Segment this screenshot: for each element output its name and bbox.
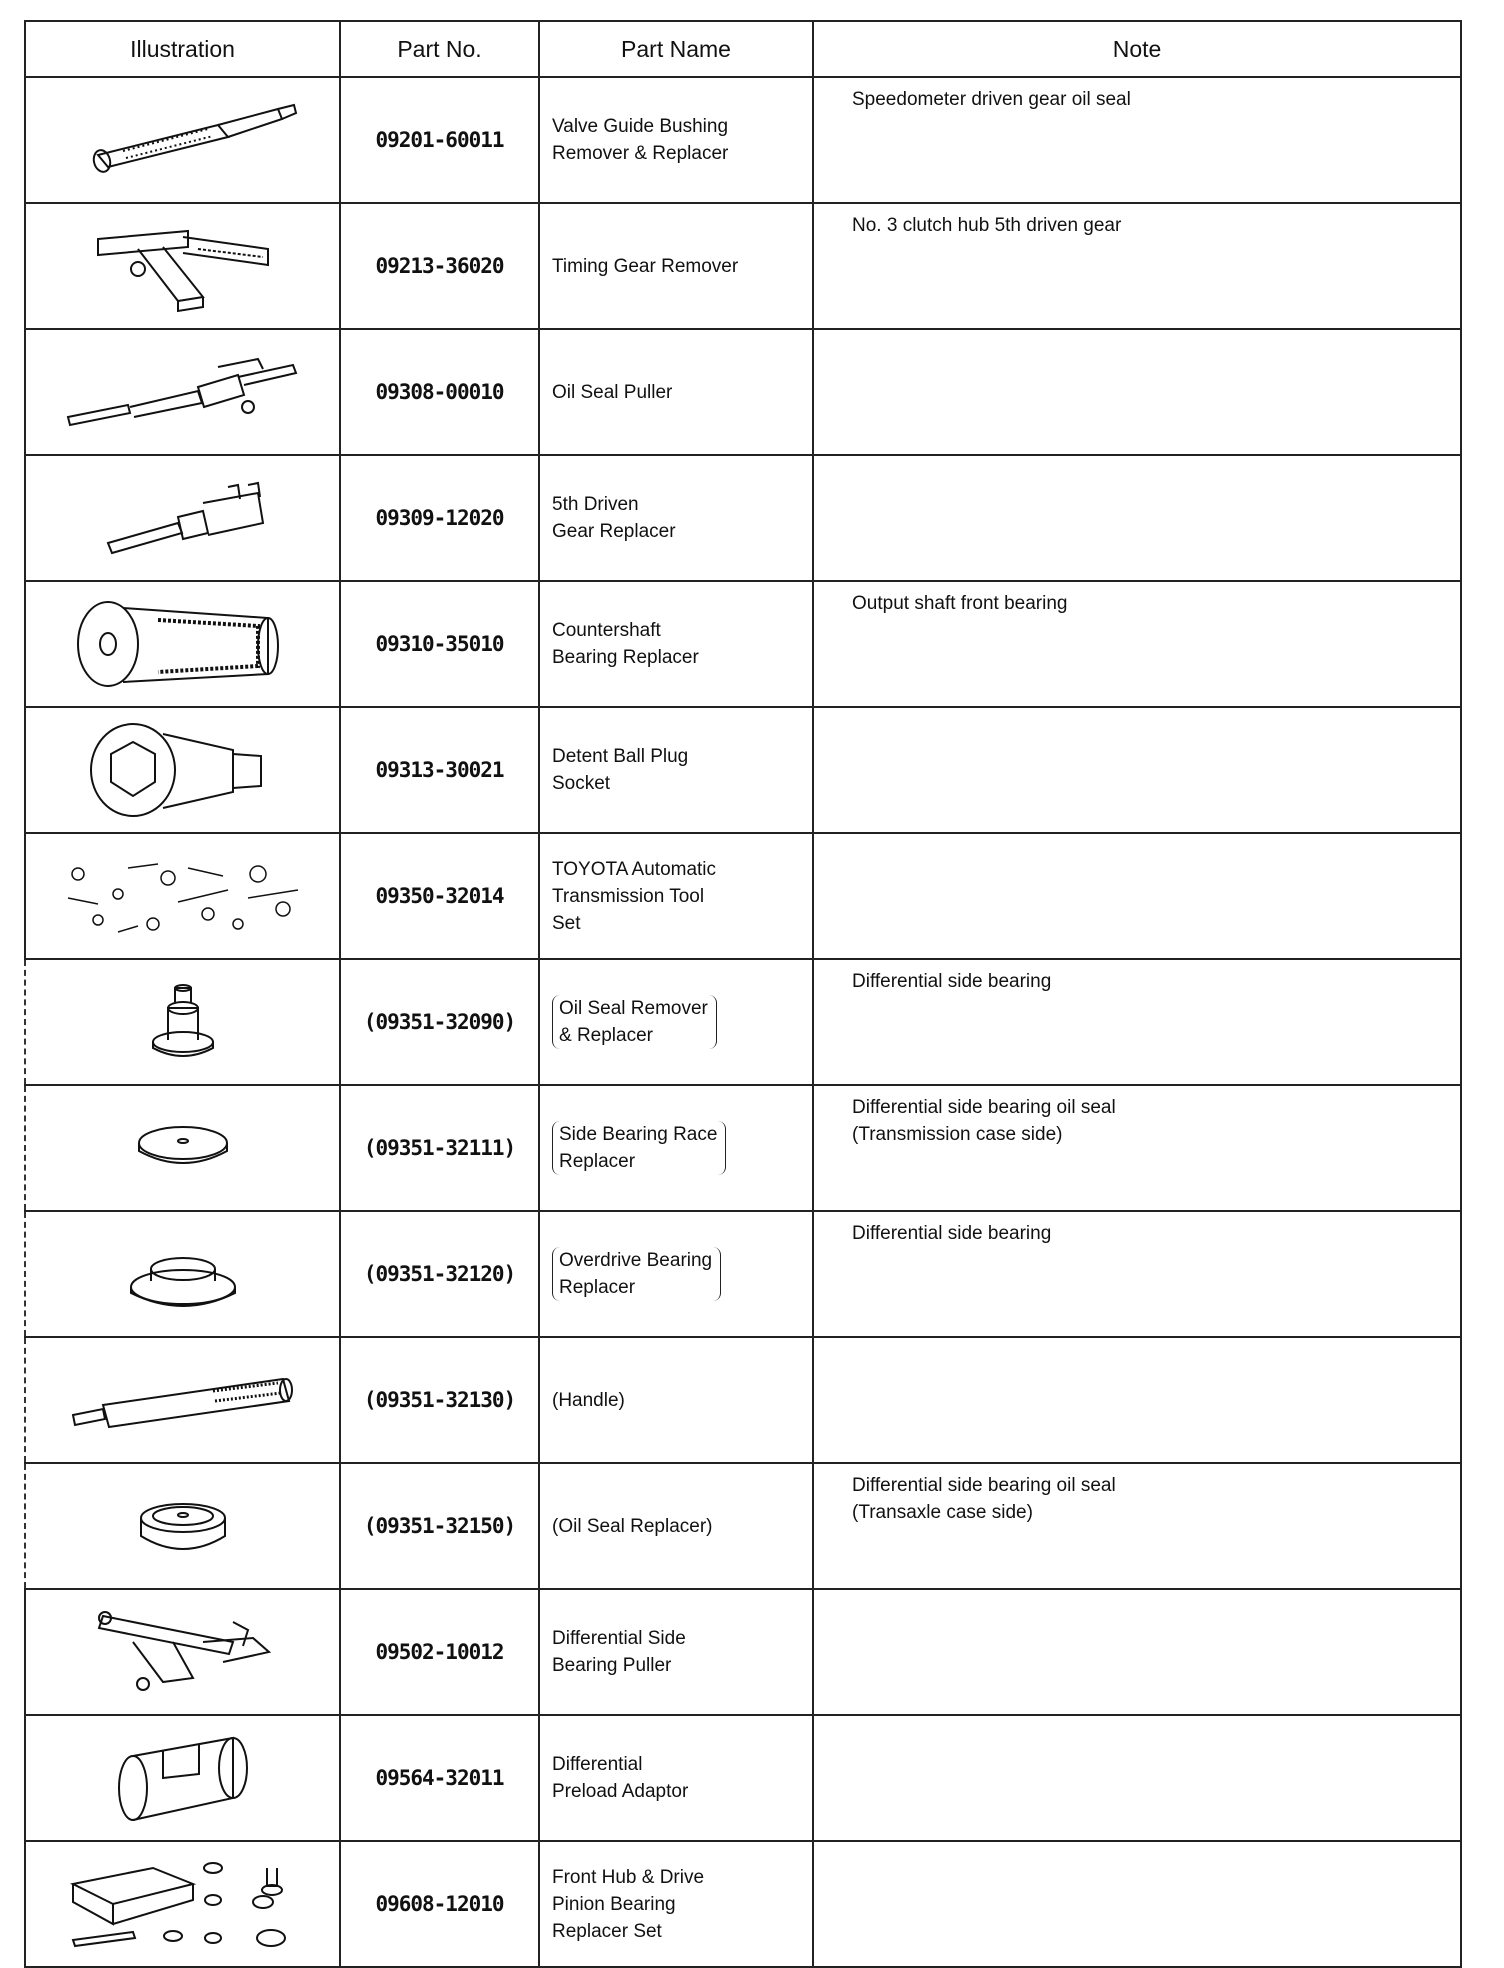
note-line: Differential side bearing (852, 971, 1052, 992)
note (813, 1211, 1461, 1337)
part-number: (09351-32130) (340, 1337, 539, 1463)
part-name-line: Detent Ball Plug (552, 746, 689, 767)
part-number: (09351-32120) (340, 1211, 539, 1337)
note (813, 455, 1461, 581)
part-name-line: Side Bearing Race (559, 1124, 718, 1145)
part-name-line: Replacer Set (552, 1920, 662, 1942)
note (813, 833, 1461, 959)
part-number: 09308-00010 (340, 329, 539, 455)
illustration-cell (25, 1085, 340, 1211)
socket-icon (26, 720, 339, 820)
table-row (25, 329, 1461, 455)
part-name-line: Front Hub & Drive (552, 1866, 705, 1888)
part-name-line: TOYOTA Automatic (552, 858, 717, 880)
part-name-line: Set (552, 912, 581, 934)
part-number: (09351-32150) (340, 1463, 539, 1589)
seal-puller-icon (26, 347, 339, 437)
part-number: 09564-32011 (340, 1715, 539, 1841)
illustration-cell (25, 329, 340, 455)
handle-icon (26, 1365, 339, 1435)
part-number: (09351-32111) (340, 1085, 539, 1211)
part-name (539, 1841, 813, 1967)
note (813, 1715, 1461, 1841)
header-part-no: Part No. (340, 21, 539, 77)
illustration-cell (25, 1841, 340, 1967)
illustration-cell (25, 203, 340, 329)
part-name-line: & Replacer (559, 1025, 653, 1046)
note-line: Differential side bearing (852, 1223, 1052, 1244)
part-name-line: (Oil Seal Replacer) (552, 1515, 713, 1537)
part-name-line: Differential Side (552, 1628, 686, 1649)
illustration-cell (25, 581, 340, 707)
note (813, 77, 1461, 203)
part-number: 09201-60011 (340, 77, 539, 203)
illustration-cell (25, 1337, 340, 1463)
part-name-line: Bearing Replacer (552, 647, 699, 668)
part-name (539, 1085, 813, 1211)
part-name-line: Valve Guide Bushing (552, 116, 729, 137)
part-name-line: Countershaft (552, 620, 661, 641)
note-line: (Transaxle case side) (852, 1502, 1033, 1523)
note (813, 329, 1461, 455)
note (813, 1463, 1461, 1589)
note (813, 1085, 1461, 1211)
table-row (25, 455, 1461, 581)
part-number: 09213-36020 (340, 203, 539, 329)
table-row (25, 707, 1461, 833)
illustration-cell (25, 959, 340, 1085)
header-illustration: Illustration (25, 21, 340, 77)
part-name-line: Preload Adaptor (552, 1781, 689, 1802)
table-row (25, 203, 1461, 329)
part-name-line: Differential (552, 1754, 643, 1775)
part-name-line: Overdrive Bearing (559, 1250, 713, 1271)
part-name-line: Oil Seal Puller (552, 381, 673, 403)
part-name (539, 455, 813, 581)
part-name-line: Timing Gear Remover (552, 255, 739, 277)
part-name-line: Remover & Replacer (552, 143, 729, 164)
gear-replacer-icon (26, 473, 339, 563)
bushing-tool-icon (26, 95, 339, 185)
note-line: Differential side bearing oil seal (852, 1097, 1116, 1118)
note (813, 959, 1461, 1085)
bearing-replacer-icon (26, 594, 339, 694)
gear-remover-icon (26, 219, 339, 314)
table-row (25, 1085, 1461, 1211)
table-row (25, 1589, 1461, 1715)
special-tools-table (24, 20, 1462, 1968)
replacer-set-icon (26, 1854, 339, 1954)
note (813, 707, 1461, 833)
table-row (25, 1463, 1461, 1589)
part-number: 09502-10012 (340, 1589, 539, 1715)
table-row (25, 1211, 1461, 1337)
table-row (25, 959, 1461, 1085)
illustration-cell (25, 1715, 340, 1841)
part-name (539, 1463, 813, 1589)
part-number: (09351-32090) (340, 959, 539, 1085)
part-name (539, 329, 813, 455)
seal-remover-icon (26, 980, 339, 1065)
bearing-puller-icon (26, 1602, 339, 1702)
part-name (539, 1337, 813, 1463)
table-row (25, 581, 1461, 707)
part-number: 09310-35010 (340, 581, 539, 707)
note (813, 1589, 1461, 1715)
table-row (25, 1841, 1461, 1967)
part-number: 09608-12010 (340, 1841, 539, 1967)
part-name-line: 5th Driven (552, 494, 639, 515)
part-name-line: Replacer (559, 1277, 636, 1298)
part-name (539, 707, 813, 833)
note-line: Output shaft front bearing (852, 593, 1068, 614)
part-name-line: Replacer (559, 1151, 636, 1172)
part-number: 09309-12020 (340, 455, 539, 581)
illustration-cell (25, 1589, 340, 1715)
part-name-line: Gear Replacer (552, 521, 676, 542)
part-number: 09350-32014 (340, 833, 539, 959)
tool-table-sheet (24, 20, 1460, 1968)
illustration-cell (25, 833, 340, 959)
part-name-line: (Handle) (552, 1389, 625, 1411)
note (813, 581, 1461, 707)
note (813, 1337, 1461, 1463)
part-name-line: Pinion Bearing (552, 1893, 676, 1915)
table-row (25, 1337, 1461, 1463)
seal-replacer-icon (26, 1484, 339, 1569)
preload-adaptor-icon (26, 1728, 339, 1828)
note-line: (Transmission case side) (852, 1124, 1063, 1145)
part-name (539, 959, 813, 1085)
part-name-line: Socket (552, 773, 611, 794)
illustration-cell (25, 77, 340, 203)
tool-set-icon (26, 854, 339, 939)
part-name (539, 77, 813, 203)
note (813, 203, 1461, 329)
race-replacer-icon (26, 1113, 339, 1183)
part-number: 09313-30021 (340, 707, 539, 833)
illustration-cell (25, 455, 340, 581)
part-name (539, 1211, 813, 1337)
part-name (539, 203, 813, 329)
part-name-line: Oil Seal Remover (559, 998, 708, 1019)
part-name-line: Transmission Tool (552, 885, 705, 907)
overdrive-replacer-icon (26, 1229, 339, 1319)
table-row (25, 833, 1461, 959)
part-name (539, 1715, 813, 1841)
part-name-line: Bearing Puller (552, 1655, 672, 1676)
note-line: No. 3 clutch hub 5th driven gear (852, 215, 1122, 236)
header-note: Note (813, 21, 1461, 77)
part-name (539, 1589, 813, 1715)
part-name (539, 833, 813, 959)
header-row (25, 21, 1461, 77)
note-line: Speedometer driven gear oil seal (852, 89, 1131, 110)
illustration-cell (25, 1463, 340, 1589)
note (813, 1841, 1461, 1967)
table-row (25, 77, 1461, 203)
table-row (25, 1715, 1461, 1841)
illustration-cell (25, 707, 340, 833)
header-part-name: Part Name (539, 21, 813, 77)
illustration-cell (25, 1211, 340, 1337)
note-line: Differential side bearing oil seal (852, 1475, 1116, 1496)
part-name (539, 581, 813, 707)
